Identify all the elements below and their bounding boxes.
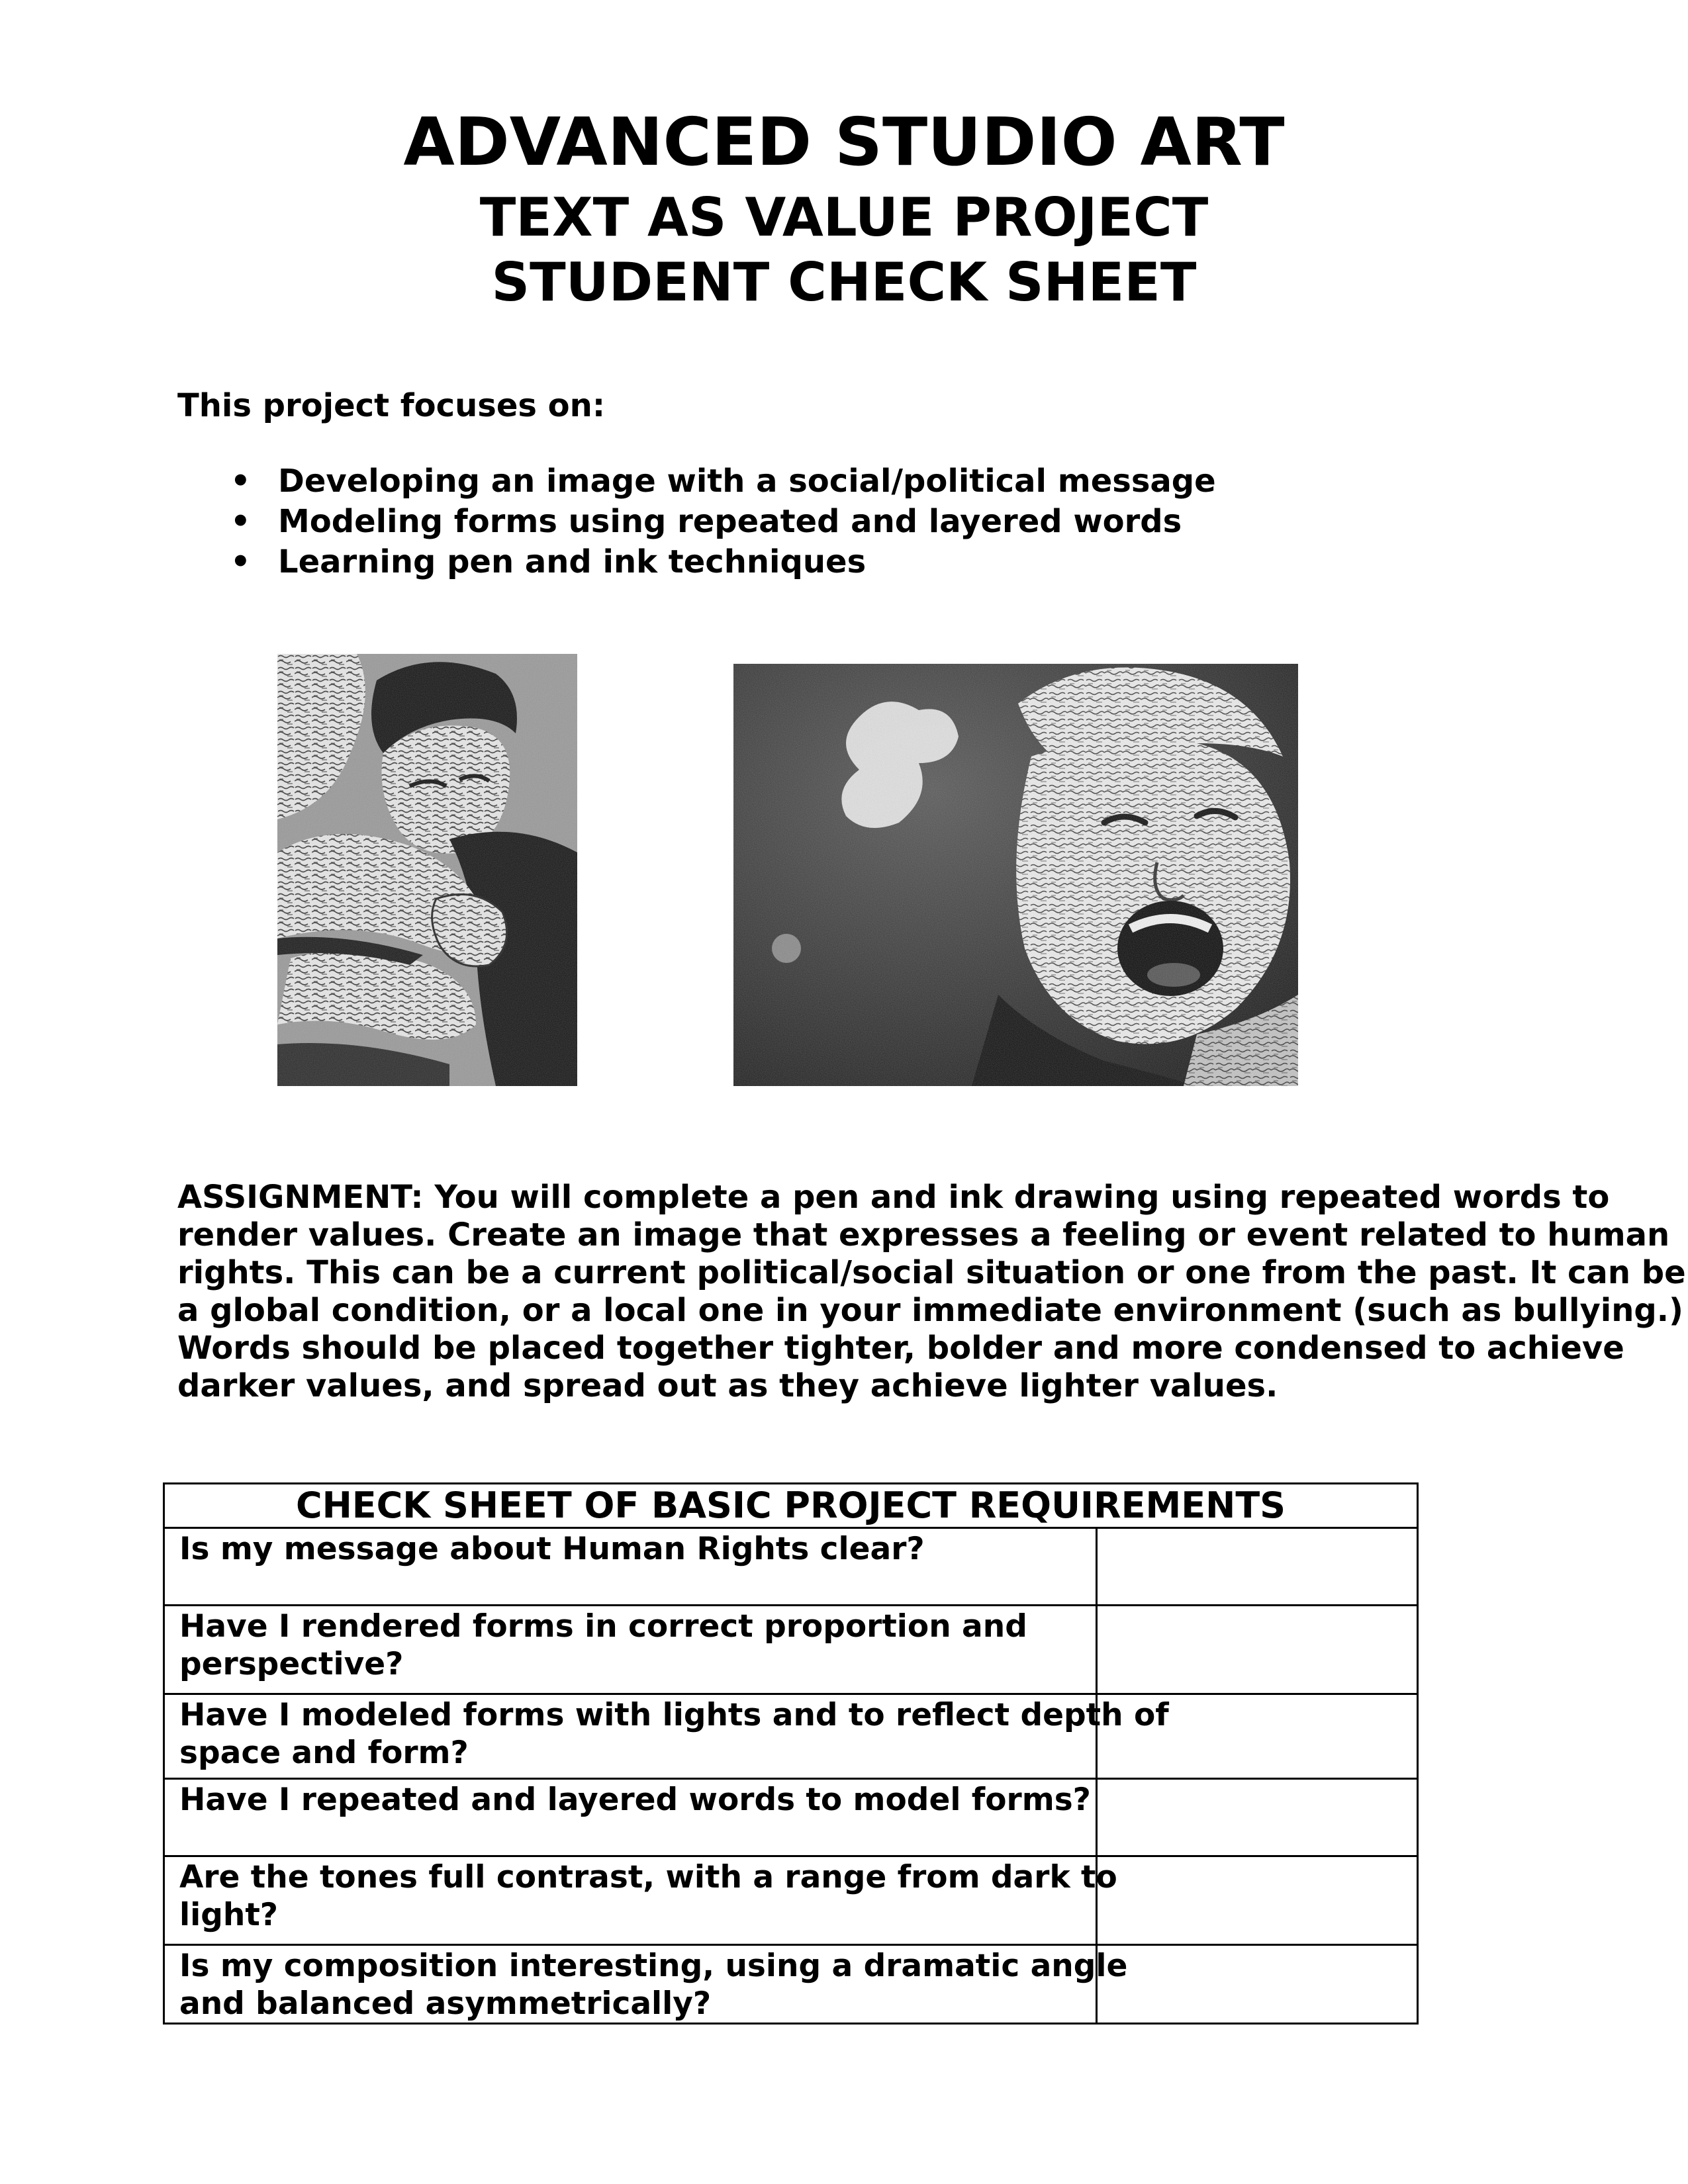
question-line: Have I rendered forms in correct proportion and	[179, 1608, 1027, 1645]
table-row	[164, 1528, 1418, 1606]
focus-list	[177, 461, 1216, 582]
requirement-question	[164, 1856, 1117, 1945]
check-box-cell[interactable]	[1097, 1779, 1418, 1856]
question-line: perspective?	[179, 1646, 404, 1682]
table-row	[164, 1856, 1418, 1945]
assignment-line: ASSIGNMENT: You will complete a pen and ink drawing using repeated words to	[177, 1179, 1610, 1216]
intro-text: This project focuses on:	[177, 387, 606, 424]
project-subtitle: TEXT AS VALUE PROJECT	[479, 187, 1209, 248]
embracing-figures-illustration	[277, 654, 577, 1086]
question-line: and balanced asymmetrically?	[179, 1985, 712, 2022]
check-box-cell[interactable]	[1097, 1606, 1418, 1694]
table-row	[164, 1945, 1418, 2024]
question-line: Have I repeated and layered words to model forms?	[179, 1782, 1091, 1818]
bullet-icon: •	[230, 543, 251, 580]
assignment-line: a global condition, or a local one in your immediate environment (such as bullying.)	[177, 1292, 1683, 1329]
table-row	[164, 1694, 1418, 1779]
table-row	[164, 1606, 1418, 1694]
list-item	[177, 461, 1216, 502]
question-line: Is my composition interesting, using a dramatic angle	[179, 1948, 1128, 1984]
requirement-question	[164, 1606, 1097, 1694]
focus-item-label: Learning pen and ink techniques	[278, 543, 867, 580]
bullet-icon: •	[230, 503, 251, 540]
question-line: Have I modeled forms with lights and to reflect depth of	[179, 1697, 1169, 1733]
document-header	[0, 99, 1688, 315]
assignment-line: darker values, and spread out as they achieve lighter values.	[177, 1367, 1278, 1404]
table-row	[164, 1779, 1418, 1856]
focus-item-label: Modeling forms using repeated and layered words	[278, 503, 1182, 540]
question-line: Is my message about Human Rights clear?	[179, 1531, 925, 1567]
requirements-check-table	[163, 1482, 1419, 2025]
question-line: light?	[179, 1897, 279, 1933]
list-item	[177, 542, 1216, 582]
sheet-subtitle: STUDENT CHECK SHEET	[491, 251, 1197, 313]
requirement-question	[164, 1528, 1097, 1606]
check-box-cell[interactable]	[1097, 1528, 1418, 1606]
check-box-cell[interactable]	[1097, 1945, 1418, 2024]
question-line: space and form?	[179, 1735, 469, 1771]
requirement-question	[164, 1945, 1128, 2024]
check-table-heading: CHECK SHEET OF BASIC PROJECT REQUIREMENTS	[164, 1484, 1418, 1528]
list-item	[177, 502, 1216, 542]
bullet-icon: •	[230, 463, 251, 500]
requirement-question	[164, 1694, 1169, 1779]
assignment-text	[177, 1179, 1686, 1405]
pen-and-ink-screaming-child-drawing	[733, 664, 1298, 1086]
document-title: ADVANCED STUDIO ART	[403, 103, 1285, 181]
assignment-line: Words should be placed together tighter, bolder and more condensed to achieve	[177, 1330, 1624, 1367]
pen-and-ink-embracing-figures-drawing	[277, 654, 577, 1086]
assignment-line: render values. Create an image that expresses a feeling or event related to human	[177, 1216, 1670, 1253]
screaming-child-illustration	[733, 664, 1298, 1086]
assignment-line: rights. This can be a current political/social situation or one from the past. It can be	[177, 1254, 1686, 1291]
question-line: Are the tones full contrast, with a range from dark to	[179, 1859, 1117, 1895]
check-box-cell[interactable]	[1097, 1856, 1418, 1945]
requirement-question	[164, 1779, 1097, 1856]
focus-item-label: Developing an image with a social/political message	[278, 463, 1216, 500]
